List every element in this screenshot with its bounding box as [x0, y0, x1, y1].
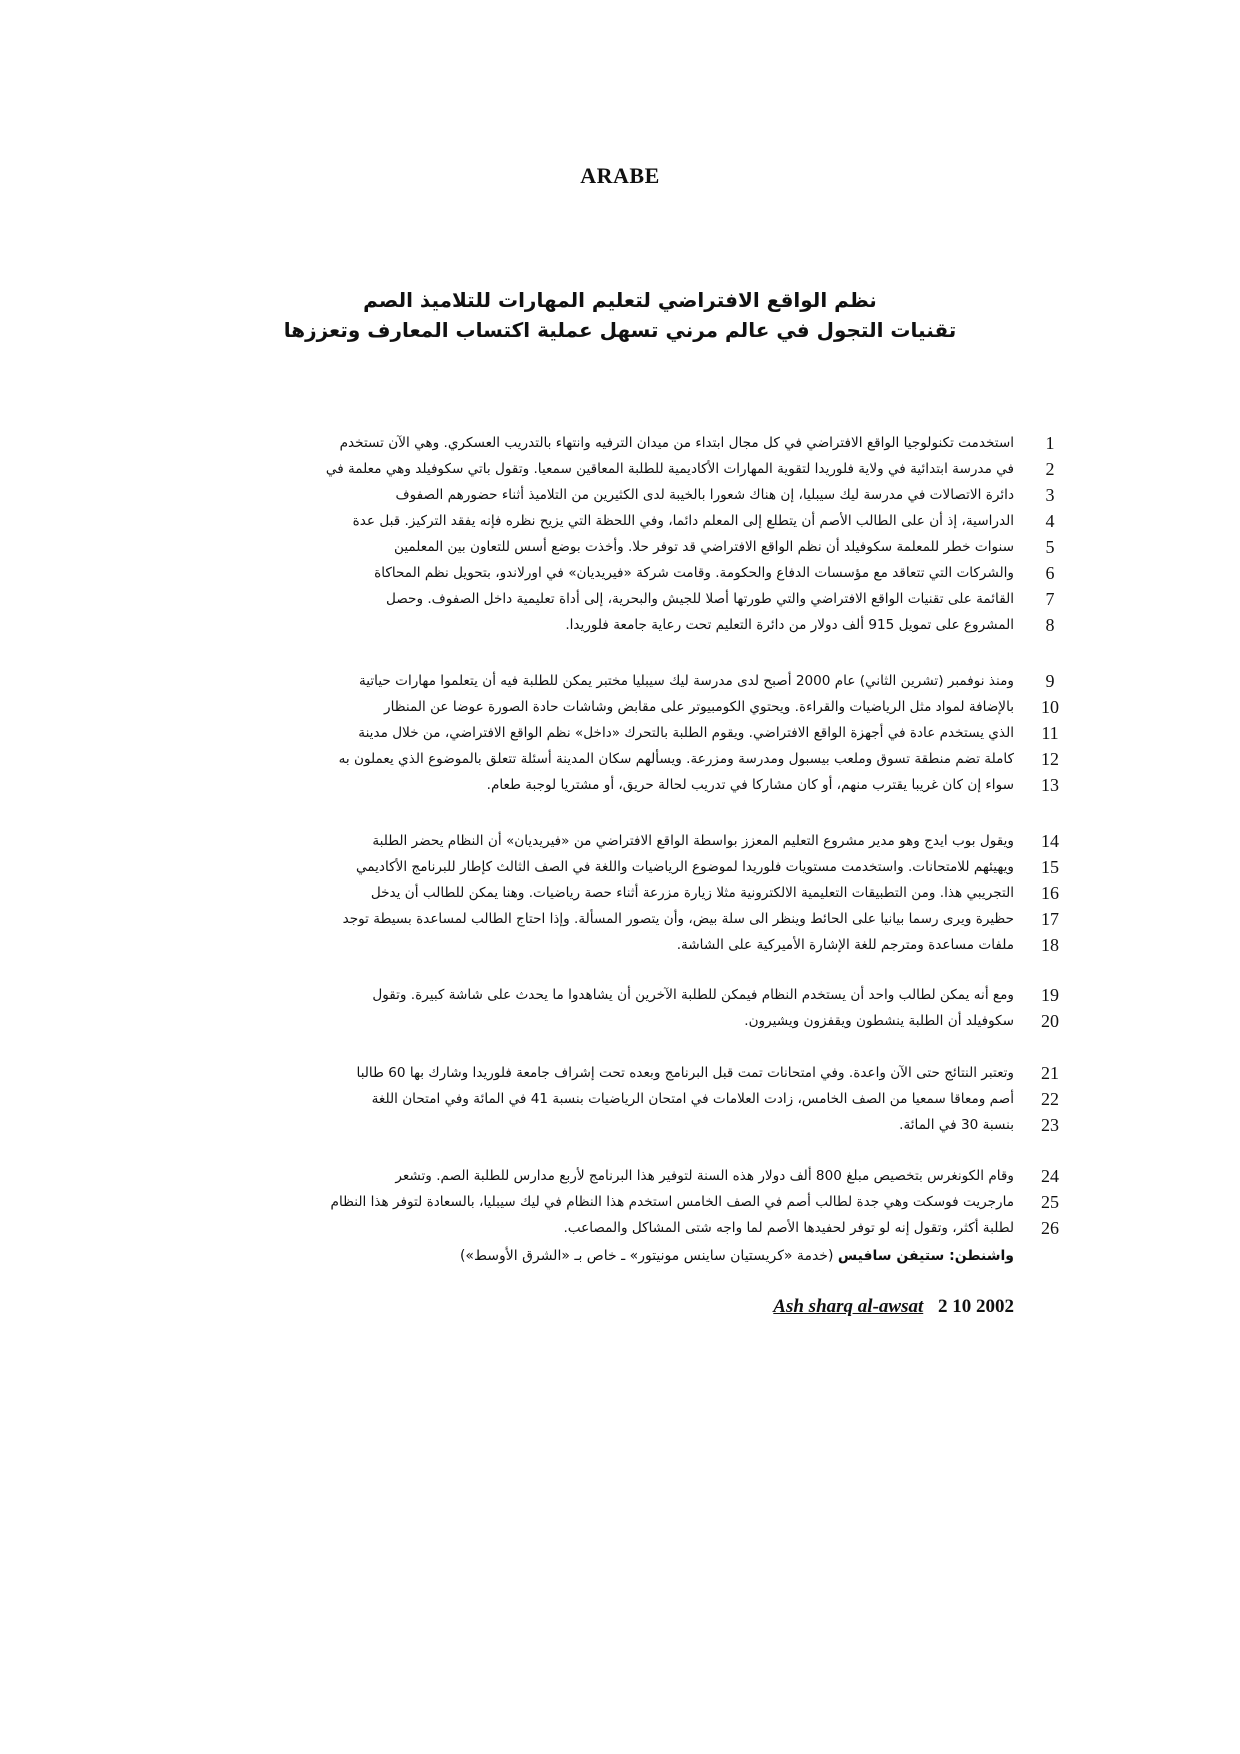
line-number: 1 — [1045, 433, 1055, 453]
line-text: بالإضافة لمواد مثل الرياضيات والقراءة. ويحتوي الكومبيوتر على مقابض وشاشات حادة الصورة عوضا عن المنظار — [384, 699, 1014, 715]
text-line — [0, 668, 1240, 694]
text-line — [0, 880, 1240, 906]
text-line — [0, 746, 1240, 772]
line-text: الذي يستخدم عادة في أجهزة الواقع الافتراضي. ويقوم الطلبة بالتحرك «داخل» نظم الواقع الافتراضي، من خلال مدينة — [358, 725, 1014, 741]
line-text: والشركات التي تتعاقد مع مؤسسات الدفاع والحكومة. وقامت شركة «فيريديان» في اورلاندو، بتحويل نظم المحاكاة — [374, 565, 1014, 581]
line-text: سواء إن كان غريبا يقترب منهم، أو كان مشاركا في تدريب لحالة حريق، أو مشتريا لوجبة طعام. — [486, 777, 1014, 793]
line-text: الدراسية، إذ أن على الطالب الأصم أن يتطلع إلى المعلم دائما، وفي اللحظة التي يزيح نظره فإنه يفقد التركيز. قبل عدة — [352, 513, 1014, 529]
line-number: 4 — [1045, 511, 1055, 531]
line-text: القائمة على تقنيات الواقع الافتراضي والتي طورتها أصلا للجيش والبحرية، إلى أداة تعليمية داخل الصفوف. وحصل — [385, 591, 1014, 607]
line-number: 22 — [1041, 1089, 1059, 1109]
line-text: دائرة الاتصالات في مدرسة ليك سيبليا، إن هناك شعورا بالخيبة لدى الكثيرين من التلاميذ أثناء حضورهم الصفوف — [395, 487, 1014, 503]
line-number: 24 — [1041, 1166, 1059, 1186]
line-text: سنوات خطر للمعلمة سكوفيلد أن نظم الواقع الافتراضي قد توفر حلا. وأخذت بوضع أسس للتعاون بين المعلمين — [393, 539, 1014, 555]
text-line — [0, 1086, 1240, 1112]
line-number: 13 — [1041, 775, 1059, 795]
line-text: ويقول بوب ايدج وهو مدير مشروع التعليم المعزز بواسطة الواقع الافتراضي من «فيريديان» أن النظام يحضر الطلبة — [372, 833, 1014, 849]
text-line — [0, 534, 1240, 560]
line-number: 12 — [1041, 749, 1059, 769]
article-title: نظم الواقع الافتراضي لتعليم المهارات للتلاميذ الصم — [363, 288, 877, 312]
line-number: 5 — [1045, 537, 1055, 557]
text-line — [0, 1189, 1240, 1215]
text-line — [0, 982, 1240, 1008]
line-text: بنسبة 30 في المائة. — [899, 1117, 1014, 1133]
article-subtitle: تقنيات التجول في عالم مرني تسهل عملية اكتساب المعارف وتعززها — [283, 318, 957, 342]
source-line — [620, 1296, 1014, 1318]
text-line — [0, 1112, 1240, 1138]
text-line — [0, 430, 1240, 456]
text-line — [0, 482, 1240, 508]
line-text: استخدمت تكنولوجيا الواقع الافتراضي في كل مجال ابتداء من ميدان الترفيه وانتهاء بالتدريب العسكري. وهي الآن تستخدم — [339, 435, 1014, 451]
page-header: ARABE — [580, 163, 660, 188]
line-number: 19 — [1041, 985, 1059, 1005]
line-text: أصم ومعاقا سمعيا من الصف الخامس، زادت العلامات في امتحان الرياضيات بنسبة 41 في المائة وفي امتحان اللغة — [371, 1091, 1014, 1107]
line-text: ومنذ نوفمبر (تشرين الثاني) عام 2000 أصبح لدى مدرسة ليك سيبليا مختبر يمكن للطلبة فيه أن يتعلموا مهارات حياتية — [359, 673, 1014, 689]
line-number: 7 — [1045, 589, 1055, 609]
line-number: 8 — [1045, 615, 1055, 635]
text-line — [0, 932, 1240, 958]
text-line — [0, 586, 1240, 612]
line-number: 10 — [1041, 697, 1059, 717]
line-number: 15 — [1041, 857, 1059, 877]
source-publication: Ash sharq al-awsat — [773, 1296, 924, 1317]
source-date: 2 10 2002 — [938, 1296, 1014, 1317]
text-line — [0, 1008, 1240, 1034]
text-line — [0, 854, 1240, 880]
line-number: 2 — [1045, 459, 1055, 479]
line-number: 17 — [1041, 909, 1059, 929]
text-line — [0, 720, 1240, 746]
line-text: ملفات مساعدة ومترجم للغة الإشارة الأميركية على الشاشة. — [676, 937, 1014, 953]
text-line — [0, 694, 1240, 720]
line-number: 16 — [1041, 883, 1059, 903]
line-text: ويهيئهم للامتحانات. واستخدمت مستويات فلوريدا لموضوع الرياضيات واللغة في الصف الثالث كإطار للبرنامج الأكاديمي — [355, 859, 1014, 875]
line-number: 25 — [1041, 1192, 1059, 1212]
line-text: لطلبة أكثر، وتقول إنه لو توفر لحفيدها الأصم لما واجه شتى المشاكل والمصاعب. — [563, 1220, 1014, 1236]
text-line — [0, 612, 1240, 638]
line-number: 14 — [1041, 831, 1059, 851]
line-number: 18 — [1041, 935, 1059, 955]
line-number: 6 — [1045, 563, 1055, 583]
text-line — [0, 1215, 1240, 1241]
line-text: سكوفيلد أن الطلبة ينشطون ويقفزون ويشيرون. — [744, 1013, 1014, 1029]
byline — [300, 1248, 1014, 1264]
text-line — [0, 906, 1240, 932]
line-text: ومع أنه يمكن لطالب واحد أن يستخدم النظام فيمكن للطلبة الآخرين أن يشاهدوا ما يحدث على شاشة كبيرة. وتقول — [372, 987, 1014, 1003]
text-line — [0, 772, 1240, 798]
line-text: وقام الكونغرس بتخصيص مبلغ 800 ألف دولار هذه السنة لتوفير هذا البرنامج لأربع مدارس للطلبة الصم. وتشعر — [395, 1168, 1014, 1184]
line-number: 11 — [1041, 723, 1059, 743]
line-number: 23 — [1041, 1115, 1059, 1135]
text-line — [0, 560, 1240, 586]
line-text: في مدرسة ابتدائية في ولاية فلوريدا لتقوية المهارات الأكاديمية للطلبة المعاقين سمعيا. وتقول باتي سكوفيلد وهي معلمة في — [325, 461, 1014, 477]
line-number: 20 — [1041, 1011, 1059, 1031]
text-line — [0, 456, 1240, 482]
line-text: التجريبي هذا. ومن التطبيقات التعليمية الالكترونية مثلا زيارة مزرعة أثناء حصة رياضيات. وهنا يمكن للطالب أن يدخل — [370, 885, 1014, 901]
line-number: 9 — [1045, 671, 1055, 691]
text-line — [0, 1163, 1240, 1189]
byline-author: واشنطن: ستيفن سافيس — [837, 1248, 1014, 1264]
line-number: 3 — [1045, 485, 1055, 505]
line-number: 26 — [1041, 1218, 1059, 1238]
line-text: وتعتبر النتائج حتى الآن واعدة. وفي امتحانات تمت قبل البرنامج وبعده تحت إشراف جامعة فلوريدا وشارك بها 60 طالبا — [356, 1065, 1014, 1081]
line-text: كاملة تضم منطقة تسوق وملعب بيسبول ومدرسة ومزرعة. ويسألهم سكان المدينة أسئلة تتعلق بالموضوع الذي يعملون به — [338, 751, 1014, 767]
byline-service: (خدمة «كريستيان ساينس مونيتور» ـ خاص بـ «الشرق الأوسط») — [459, 1248, 834, 1264]
line-text: حظيرة ويرى رسما بيانيا على الحائط وينظر الى سلة بيض، وأن يتصور المسألة. وإذا احتاج الطالب لمساعدة بسيطة توجد — [342, 911, 1014, 927]
line-number: 21 — [1041, 1063, 1059, 1083]
text-line — [0, 508, 1240, 534]
text-line — [0, 1060, 1240, 1086]
line-text: المشروع على تمويل 915 ألف دولار من دائرة التعليم تحت رعاية جامعة فلوريدا. — [565, 617, 1014, 633]
text-line — [0, 828, 1240, 854]
line-text: مارجريت فوسكت وهي جدة لطالب أصم في الصف الخامس استخدم هذا النظام في ليك سيبليا، بالسعادة لتوفر هذا النظام — [330, 1194, 1014, 1210]
